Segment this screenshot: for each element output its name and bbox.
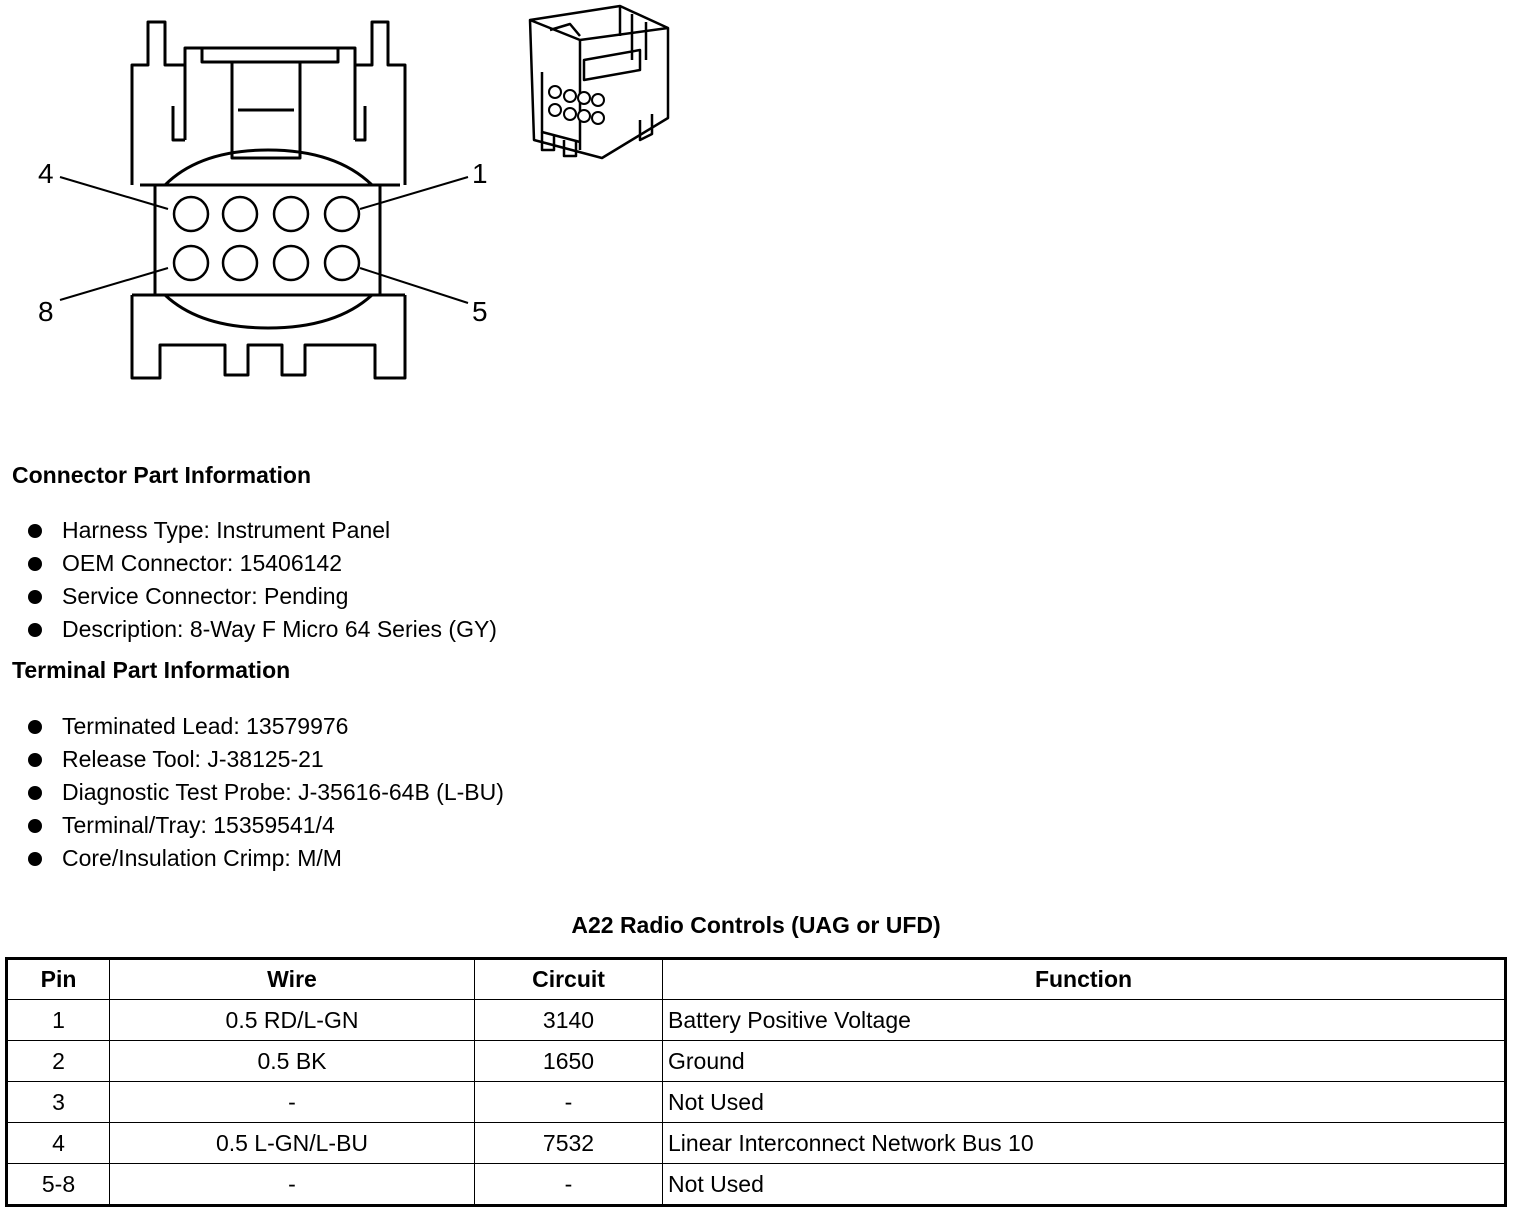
list-item: Terminated Lead: 13579976 xyxy=(28,710,504,743)
function-cell: Ground xyxy=(663,1041,1506,1082)
wire-cell: - xyxy=(110,1082,475,1123)
connector-face-diagram xyxy=(0,0,510,400)
column-header-pin: Pin xyxy=(7,959,110,1000)
pin-cell: 3 xyxy=(7,1082,110,1123)
pinout-table-title: A22 Radio Controls (UAG or UFD) xyxy=(571,912,941,938)
bullet-icon xyxy=(28,557,42,571)
list-item: Harness Type: Instrument Panel xyxy=(28,514,497,547)
bullet-icon xyxy=(28,623,42,637)
list-item: OEM Connector: 15406142 xyxy=(28,547,497,580)
pin-callout-8: 8 xyxy=(38,296,54,327)
connector-part-info-list xyxy=(28,514,497,646)
circuit-cell: - xyxy=(475,1164,663,1206)
table-row xyxy=(7,1082,1506,1123)
bullet-icon xyxy=(28,590,42,604)
circuit-cell: - xyxy=(475,1082,663,1123)
connector-isometric-illustration xyxy=(520,0,680,170)
pin-cell: 2 xyxy=(7,1041,110,1082)
terminal-part-info-title: Terminal Part Information xyxy=(12,657,291,683)
pin-cell: 4 xyxy=(7,1123,110,1164)
wire-cell: 0.5 BK xyxy=(110,1041,475,1082)
wire-cell: - xyxy=(110,1164,475,1206)
bullet-icon xyxy=(28,720,42,734)
pin-callout-1: 1 xyxy=(472,158,488,189)
list-item: Service Connector: Pending xyxy=(28,580,497,613)
connector-part-info-title: Connector Part Information xyxy=(12,462,312,488)
function-cell: Not Used xyxy=(663,1082,1506,1123)
bullet-icon xyxy=(28,852,42,866)
list-item: Diagnostic Test Probe: J-35616-64B (L-BU) xyxy=(28,776,504,809)
bullet-icon xyxy=(28,753,42,767)
list-item: Core/Insulation Crimp: M/M xyxy=(28,842,504,875)
function-cell: Linear Interconnect Network Bus 10 xyxy=(663,1123,1506,1164)
pinout-table xyxy=(5,957,1507,1207)
bullet-icon xyxy=(28,819,42,833)
table-row xyxy=(7,1000,1506,1041)
table-header-row xyxy=(7,959,1506,1000)
bullet-icon xyxy=(28,786,42,800)
list-item: Description: 8-Way F Micro 64 Series (GY) xyxy=(28,613,497,646)
pin-cell: 1 xyxy=(7,1000,110,1041)
function-cell: Battery Positive Voltage xyxy=(663,1000,1506,1041)
wire-cell: 0.5 RD/L-GN xyxy=(110,1000,475,1041)
circuit-cell: 1650 xyxy=(475,1041,663,1082)
column-header-function: Function xyxy=(663,959,1506,1000)
pin-callout-4: 4 xyxy=(38,158,54,189)
table-row xyxy=(7,1164,1506,1206)
circuit-cell: 7532 xyxy=(475,1123,663,1164)
list-item: Terminal/Tray: 15359541/4 xyxy=(28,809,504,842)
wire-cell: 0.5 L-GN/L-BU xyxy=(110,1123,475,1164)
table-row xyxy=(7,1123,1506,1164)
terminal-part-info-list xyxy=(28,710,504,875)
list-item: Release Tool: J-38125-21 xyxy=(28,743,504,776)
table-row xyxy=(7,1041,1506,1082)
function-cell: Not Used xyxy=(663,1164,1506,1206)
pin-callout-5: 5 xyxy=(472,296,488,327)
circuit-cell: 3140 xyxy=(475,1000,663,1041)
column-header-circuit: Circuit xyxy=(475,959,663,1000)
column-header-wire: Wire xyxy=(110,959,475,1000)
bullet-icon xyxy=(28,524,42,538)
pin-cell: 5-8 xyxy=(7,1164,110,1206)
